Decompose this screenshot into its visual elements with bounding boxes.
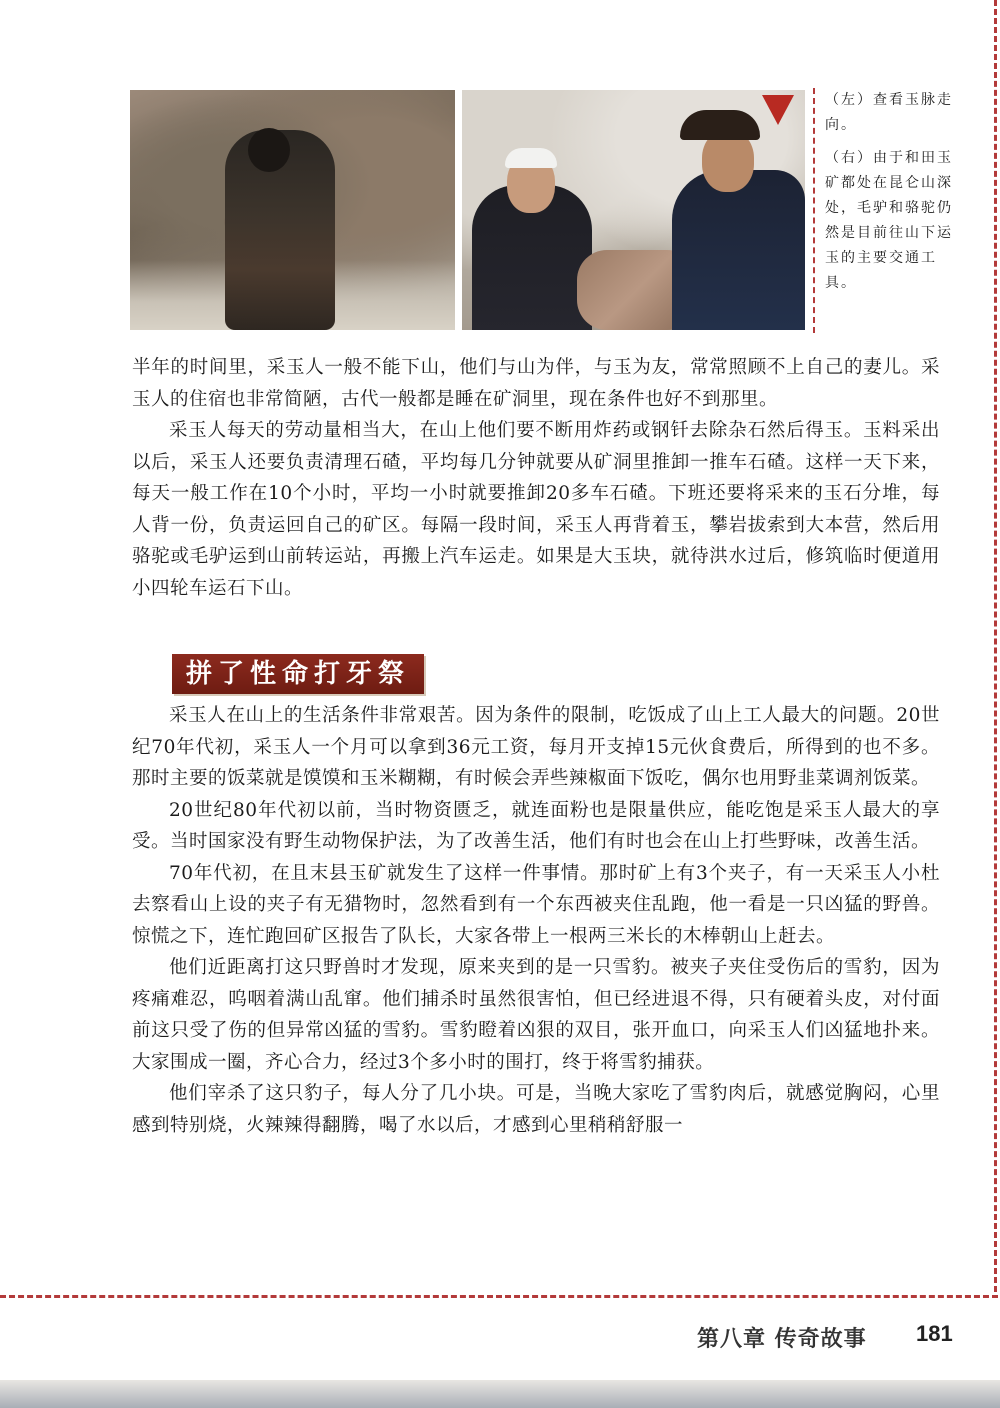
caption-right: （右）由于和田玉矿都处在昆仑山深处，毛驴和骆驼仍然是目前往山下运玉的主要交通工具。 — [825, 150, 953, 291]
photo-man-right — [672, 170, 805, 330]
paragraph: 采玉人在山上的生活条件非常艰苦。因为条件的限制，吃饭成了山上工人最大的问题。20世纪70年代初，采玉人一个月可以拿到36元工资，每月开支掉15元伙食费后，所得到的也不多。那时主要的饭菜就是馍馍和玉米糊糊，有时候会弄些辣椒面下饭吃，偶尔也用野韭菜调剂饭菜。 — [132, 705, 940, 789]
photo-worker-head — [248, 128, 290, 172]
photo-caption-box — [813, 88, 953, 333]
paragraph: 他们近距离打这只野兽时才发现，原来夹到的是一只雪豹。被夹子夹住受伤后的雪豹，因为疼痛难忍，呜咽着满山乱窜。他们捕杀时虽然很害怕，但已经进退不得，只有硬着头皮，对付面前这只受了伤的但异常凶猛的雪豹。雪豹瞪着凶狠的双目，张开血口，向采玉人们凶猛地扑来。大家围成一圈，齐心合力，经过3个多小时的围打，终于将雪豹捕获。 — [132, 957, 940, 1073]
caption-left: （左）查看玉脉走向。 — [825, 92, 953, 133]
paragraph: 采玉人每天的劳动量相当大，在山上他们要不断用炸药或钢钎去除杂石然后得玉。玉料采出以后，采玉人还要负责清理石碴，平均每几分钟就要从矿洞里推卸一推车石碴。这样一天下来，每天一般工作在10个小时，平均一小时就要推卸20多车石碴。下班还要将采来的玉石分堆，每人背一份，负责运回自己的矿区。每隔一段时间，采玉人再背着玉，攀岩拔索到大本营，然后用骆驼或毛驴运到山前转运站，再搬上汽车运走。如果是大玉块，就待洪水过后，修筑临时便道用小四轮车运石下山。 — [132, 420, 940, 599]
photo-man-right-cap — [680, 110, 760, 140]
footer-page-number: 181 — [916, 1321, 953, 1346]
footer-chapter-title: 第八章 传奇故事 — [697, 1327, 867, 1352]
photo-man-left-cap — [505, 148, 557, 168]
photo-transport-jade — [462, 90, 805, 330]
text-block-work — [132, 352, 940, 604]
paragraph: 20世纪80年代初以前，当时物资匮乏，就连面粉也是限量供应，能吃饱是采玉人最大的享受。当时国家没有野生动物保护法，为了改善生活，他们有时也会在山上打些野味，改善生活。 — [132, 799, 940, 852]
page-border-bottom — [0, 1295, 998, 1298]
page-border-right — [994, 0, 997, 1292]
section-heading: 拼了性命打牙祭 — [172, 654, 424, 694]
text-block-life — [132, 700, 940, 1141]
scan-edge-strip — [0, 1380, 1000, 1408]
paragraph: 70年代初，在且末县玉矿就发生了这样一件事情。那时矿上有3个夹子，有一天采玉人小杜去察看山上设的夹子有无猎物时，忽然看到有一个东西被夹住乱跑，他一看是一只凶猛的野兽。惊慌之下，连忙跑回矿区报告了队长，大家各带上一根两三米长的木棒朝山上赶去。 — [132, 862, 940, 947]
photo-red-flag — [762, 95, 794, 125]
photo-inspect-jade-vein — [130, 90, 455, 330]
paragraph: 半年的时间里，采玉人一般不能下山，他们与山为伴，与玉为友，常常照顾不上自己的妻儿。采玉人的住宿也非常简陋，古代一般都是睡在矿洞里，现在条件也好不到那里。 — [132, 357, 940, 410]
paragraph: 他们宰杀了这只豹子，每人分了几小块。可是，当晚大家吃了雪豹肉后，就感觉胸闷，心里感到特别烧，火辣辣得翻腾，喝了水以后，才感到心里稍稍舒服一 — [132, 1083, 940, 1136]
